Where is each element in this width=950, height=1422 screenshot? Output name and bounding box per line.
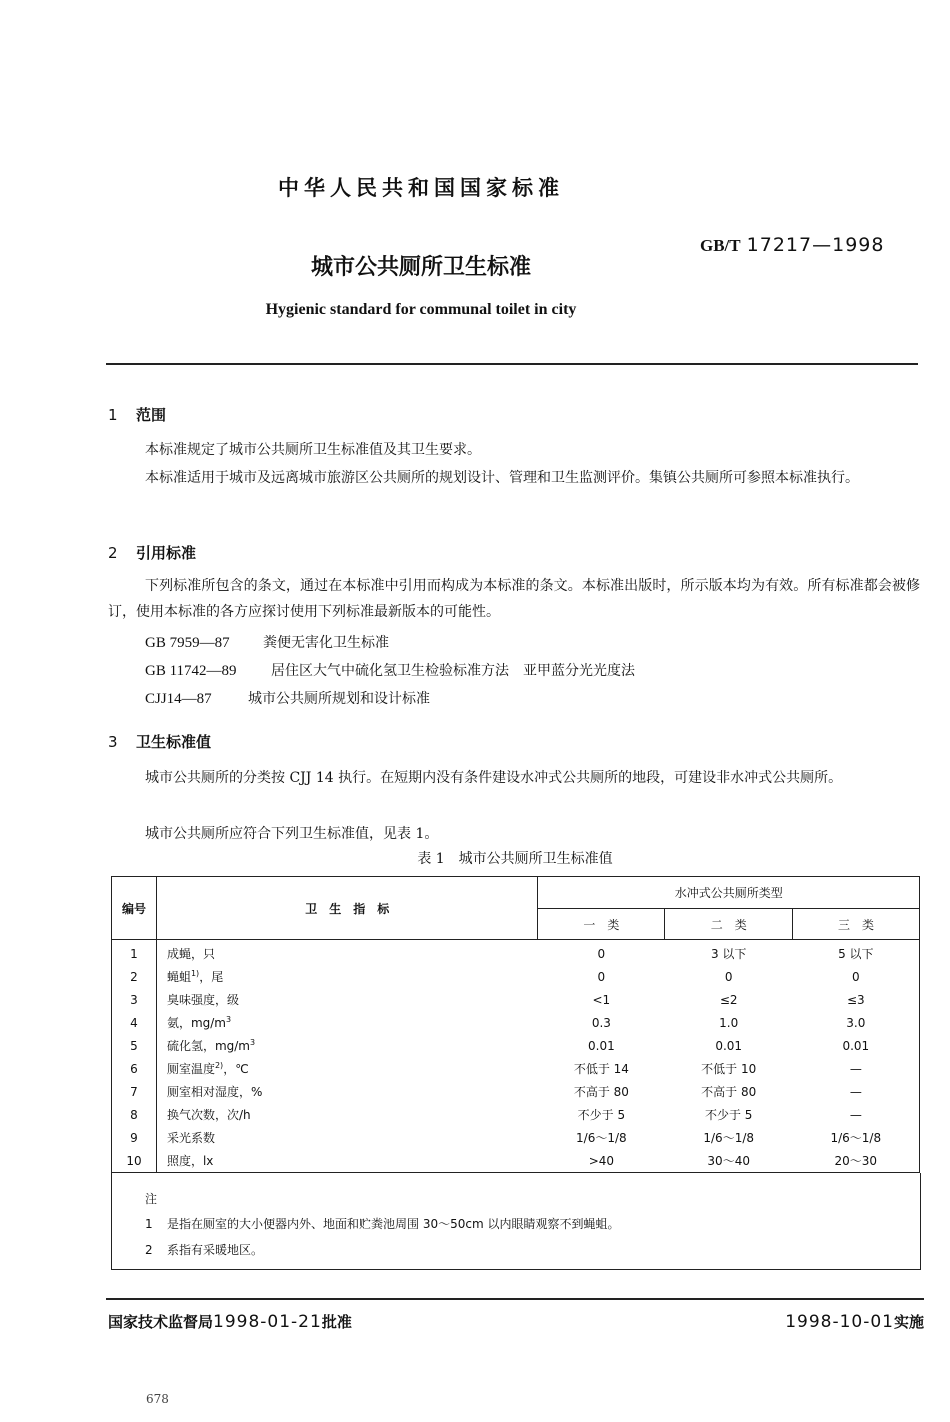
note-text: 是指在厕室的大小便器内外、地面和贮粪池周围 30～50cm 以内眼睛观察不到蝇蛆。 bbox=[167, 1217, 620, 1231]
header-divider bbox=[106, 363, 918, 365]
row-value-type-2: 1.0 bbox=[719, 1015, 739, 1030]
row-number: 9 bbox=[112, 1126, 157, 1149]
reference-item bbox=[145, 688, 430, 708]
row-value-type-2: 30～40 bbox=[665, 1149, 793, 1173]
row-item: 蝇蛆$^{1)}$，尾 bbox=[166, 969, 224, 984]
reference-title: 粪便无害化卫生标准 bbox=[263, 635, 389, 651]
reference-code: GB 7959—87 bbox=[145, 635, 230, 651]
standard-code-number: 17217—1998 bbox=[746, 234, 885, 256]
row-value-type-2: ≤2 bbox=[719, 992, 738, 1007]
row-value-type-1: 不低于 14 bbox=[573, 1062, 629, 1076]
row-value-type-3: 3.0 bbox=[793, 1011, 920, 1034]
table-notes bbox=[111, 1173, 921, 1270]
row-value-type-1: <1 bbox=[592, 992, 611, 1007]
section-3-number: 3 bbox=[108, 733, 118, 751]
row-value-type-2: 不低于 10 bbox=[701, 1062, 757, 1076]
row-item: 厕室相对湿度，% bbox=[166, 1085, 263, 1099]
title-english: Hygienic standard for communal toilet in city bbox=[265, 301, 577, 318]
section-1-number: 1 bbox=[108, 406, 118, 424]
row-item: 硫化氢，$mg/m^3$ bbox=[166, 1038, 256, 1053]
reference-code: CJJ14—87 bbox=[145, 691, 212, 707]
section-3-title: 卫生标准值 bbox=[136, 733, 212, 751]
row-value-type-2: 1/6～1/8 bbox=[703, 1131, 755, 1145]
table-row bbox=[112, 1080, 920, 1103]
approval-suffix: 批准 bbox=[321, 1313, 352, 1331]
row-value-type-1: 0.01 bbox=[588, 1038, 615, 1053]
row-value-type-3: — bbox=[793, 1057, 920, 1080]
section-1-para-2: 本标准适用于城市及远离城市旅游区公共厕所的规划设计、管理和卫生监测评价。集镇公共厕所可参照本标准执行。 bbox=[145, 470, 859, 486]
reference-code: GB 11742—89 bbox=[145, 663, 237, 679]
section-3-para-1: 城市公共厕所的分类按 CJJ 14 执行。在短期内没有条件建设水冲式公共厕所的地段，可建设非水冲式公共厕所。 bbox=[145, 770, 843, 786]
row-item: 照度，lx bbox=[156, 1149, 537, 1173]
column-header-number: 编号 bbox=[112, 877, 157, 940]
table-row bbox=[112, 1057, 920, 1080]
reference-item bbox=[145, 660, 635, 680]
reference-title: 城市公共厕所规划和设计标准 bbox=[248, 691, 430, 707]
row-value-type-1: 0 bbox=[597, 946, 606, 961]
row-value-type-1: 0.3 bbox=[591, 1015, 611, 1030]
row-number: 1 bbox=[112, 940, 157, 966]
row-value-type-3: 20～30 bbox=[793, 1149, 920, 1173]
row-item: 臭味强度，级 bbox=[166, 993, 239, 1007]
row-number: 6 bbox=[112, 1057, 157, 1080]
row-value-type-1: 1/6～1/8 bbox=[576, 1131, 627, 1145]
table-row bbox=[112, 1126, 920, 1149]
row-number: 4 bbox=[112, 1011, 157, 1034]
note-item bbox=[145, 1241, 263, 1258]
column-header-item: 卫 生 指 标 bbox=[156, 877, 537, 940]
row-value-type-3: 0.01 bbox=[793, 1034, 920, 1057]
section-2-heading bbox=[108, 542, 196, 563]
table-row bbox=[112, 965, 920, 988]
approver: 国家技术监督局 bbox=[108, 1313, 214, 1331]
section-1-title: 范围 bbox=[136, 406, 167, 424]
approval-date: 1998-01-21 bbox=[213, 1312, 322, 1332]
row-item: 换气次数，次/h bbox=[166, 1108, 251, 1122]
section-2-para-1: 下列标准所包含的条文，通过在本标准中引用而构成为本标准的条文。本标准出版时，所示版本均为有效。所有标准都会被修订，使用本标准的各方应探讨使用下列标准最新版本的可能性。 bbox=[108, 578, 920, 620]
section-3-heading bbox=[108, 731, 211, 752]
section-1-heading bbox=[108, 404, 166, 425]
hygiene-standard-table bbox=[111, 876, 920, 1173]
reference-item bbox=[145, 632, 389, 652]
note-text: 系指有采暖地区。 bbox=[167, 1243, 264, 1257]
row-number: 5 bbox=[112, 1034, 157, 1057]
implementation-suffix: 实施 bbox=[893, 1313, 924, 1331]
note-key: 1 bbox=[145, 1217, 153, 1231]
row-value-type-2: 3 以下 bbox=[710, 947, 747, 961]
table-row bbox=[112, 1011, 920, 1034]
row-value-type-2: 0.01 bbox=[715, 1038, 743, 1053]
section-2-number: 2 bbox=[108, 544, 118, 562]
row-value-type-2: 0 bbox=[724, 969, 733, 984]
column-header-type-2: 二 类 bbox=[665, 909, 793, 940]
section-2-title: 引用标准 bbox=[136, 544, 197, 562]
row-number: 10 bbox=[112, 1149, 157, 1173]
title-chinese: 城市公共厕所卫生标准 bbox=[310, 255, 531, 280]
row-value-type-3: 5 以下 bbox=[793, 940, 920, 966]
row-value-type-1: 0 bbox=[597, 969, 606, 984]
column-header-type-3: 三 类 bbox=[793, 909, 920, 940]
table-row bbox=[112, 1149, 920, 1173]
row-value-type-1: 不少于 5 bbox=[577, 1108, 626, 1122]
footer-divider bbox=[106, 1298, 924, 1300]
section-3-para-2: 城市公共厕所应符合下列卫生标准值，见表 1。 bbox=[145, 826, 439, 842]
row-value-type-1: 不高于 80 bbox=[573, 1085, 629, 1099]
row-item: 采光系数 bbox=[166, 1131, 215, 1145]
standard-code-prefix: GB/T bbox=[700, 236, 741, 255]
table-caption: 表 1 城市公共厕所卫生标准值 bbox=[417, 851, 613, 867]
column-header-toilet-type: 水冲式公共厕所类型 bbox=[538, 877, 920, 909]
country-standard-heading: 中华人民共和国国家标准 bbox=[278, 176, 564, 200]
reference-title: 居住区大气中硫化氢卫生检验标准方法 亚甲蓝分光光度法 bbox=[271, 663, 635, 679]
row-item: 成蝇，只 bbox=[166, 947, 215, 961]
row-item: 氨，$mg/m^3$ bbox=[166, 1015, 232, 1030]
implementation-date: 1998-10-01 bbox=[785, 1312, 894, 1332]
row-value-type-3: — bbox=[793, 1080, 920, 1103]
row-value-type-2: 不高于 80 bbox=[701, 1085, 757, 1099]
note-key: 2 bbox=[145, 1243, 153, 1257]
page-number: 678 bbox=[146, 1392, 169, 1406]
row-number: 8 bbox=[112, 1103, 157, 1126]
table-row bbox=[112, 940, 920, 966]
notes-label: 注 bbox=[145, 1192, 158, 1206]
note-item bbox=[145, 1215, 619, 1232]
row-value-type-2: 不少于 5 bbox=[704, 1108, 753, 1122]
table-row bbox=[112, 1034, 920, 1057]
table-row bbox=[112, 1103, 920, 1126]
implementation-line bbox=[785, 1311, 924, 1332]
row-value-type-1: >40 bbox=[538, 1149, 665, 1173]
row-value-type-3: ≤3 bbox=[793, 988, 920, 1011]
section-1-para-1: 本标准规定了城市公共厕所卫生标准值及其卫生要求。 bbox=[145, 442, 481, 458]
approval-line bbox=[108, 1311, 352, 1332]
row-number: 3 bbox=[112, 988, 157, 1011]
row-value-type-3: 1/6～1/8 bbox=[793, 1126, 920, 1149]
table-row bbox=[112, 988, 920, 1011]
row-value-type-3: 0 bbox=[793, 965, 920, 988]
row-value-type-3: — bbox=[793, 1103, 920, 1126]
column-header-type-1: 一 类 bbox=[538, 909, 665, 940]
row-item: 厕室温度$^{2)}$，℃ bbox=[166, 1061, 249, 1076]
row-number: 7 bbox=[112, 1080, 157, 1103]
row-number: 2 bbox=[112, 965, 157, 988]
